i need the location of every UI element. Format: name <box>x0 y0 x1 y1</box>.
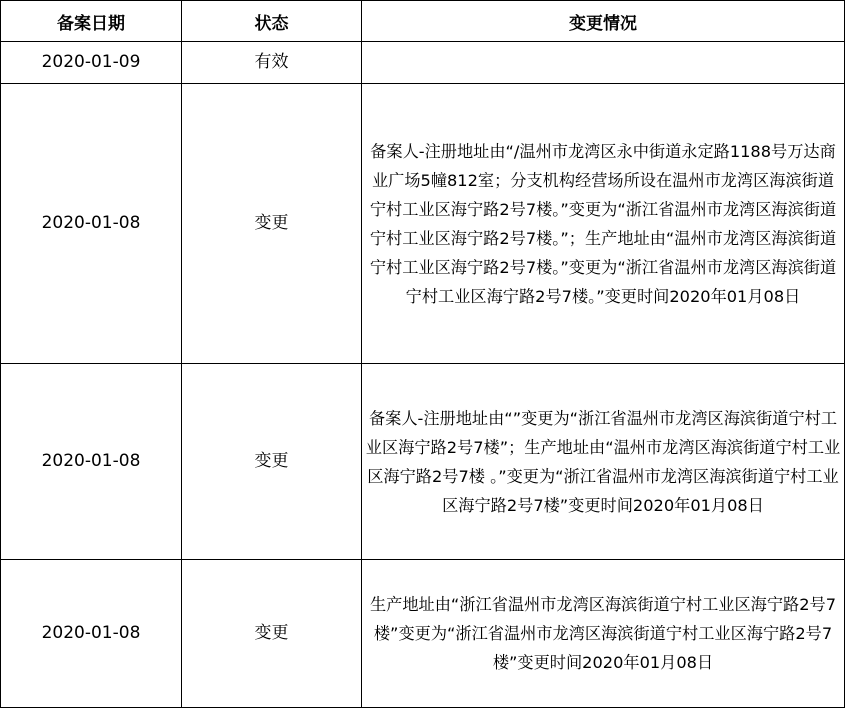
filing-date-cell: 2020-01-09 <box>1 42 182 84</box>
table-row <box>1 364 845 560</box>
status-cell: 有效 <box>182 42 362 84</box>
header-status: 状态 <box>182 1 362 42</box>
change-details-cell: 备案人-注册地址由“”变更为“浙江省温州市龙湾区海滨街道宁村工业区海宁路2号7楼”；生产地址由“温州市龙湾区海滨街道宁村工业区海宁路2号7楼 。”变更为“浙江省温州市龙湾区海滨街道宁村工业区海宁路2号7楼”变更时间2020年01月08日 <box>362 364 845 560</box>
header-filing-date: 备案日期 <box>1 1 182 42</box>
filing-date-cell: 2020-01-08 <box>1 560 182 708</box>
status-cell: 变更 <box>182 560 362 708</box>
status-cell: 变更 <box>182 84 362 364</box>
table-row <box>1 84 845 364</box>
table-row <box>1 560 845 708</box>
change-details-cell <box>362 42 845 84</box>
change-details-cell: 生产地址由“浙江省温州市龙湾区海滨街道宁村工业区海宁路2号7楼”变更为“浙江省温州市龙湾区海滨街道宁村工业区海宁路2号7楼”变更时间2020年01月08日 <box>362 560 845 708</box>
status-cell: 变更 <box>182 364 362 560</box>
table-row <box>1 42 845 84</box>
filing-date-cell: 2020-01-08 <box>1 84 182 364</box>
header-row <box>1 1 845 42</box>
header-change-details: 变更情况 <box>362 1 845 42</box>
change-details-cell: 备案人-注册地址由“/温州市龙湾区永中街道永定路1188号万达商业广场5幢812室；分支机构经营场所设在温州市龙湾区海滨街道宁村工业区海宁路2号7楼。”变更为“浙江省温州市龙湾区海滨街道宁村工业区海宁路2号7楼。”；生产地址由“温州市龙湾区海滨街道宁村工业区海宁路2号7楼。”变更为“浙江省温州市龙湾区海滨街道宁村工业区海宁路2号7楼。”变更时间2020年01月08日 <box>362 84 845 364</box>
filing-date-cell: 2020-01-08 <box>1 364 182 560</box>
